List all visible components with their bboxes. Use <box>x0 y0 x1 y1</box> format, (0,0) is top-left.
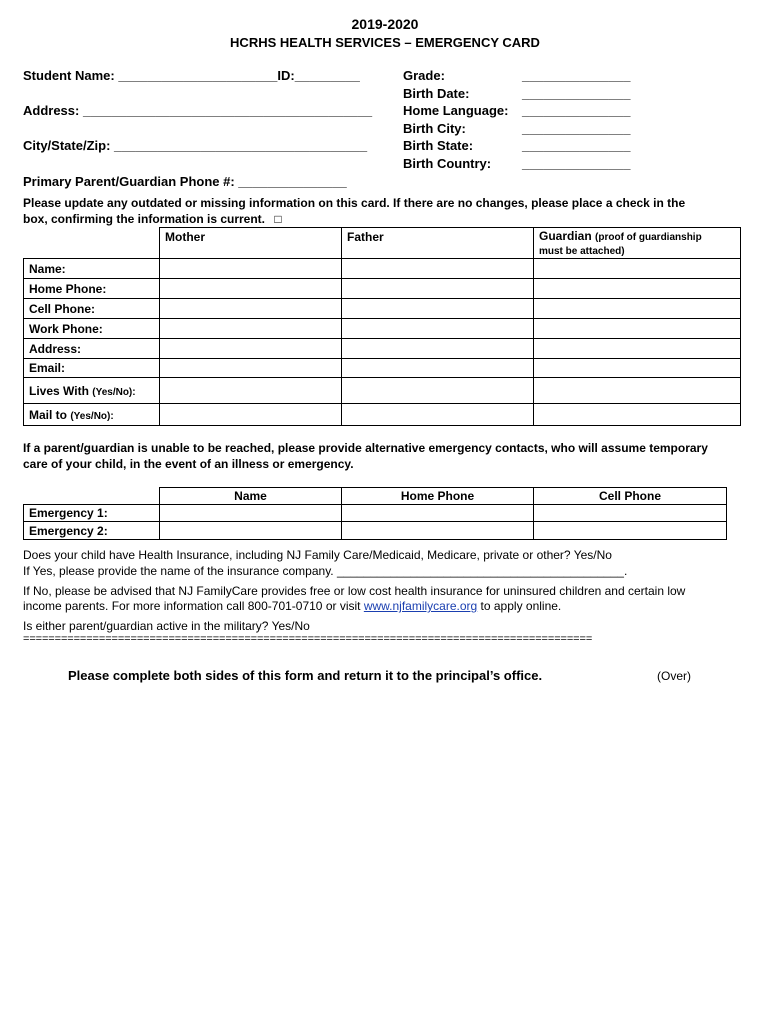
row-label <box>24 378 160 404</box>
mother-work-phone-cell[interactable] <box>160 319 342 339</box>
guardian-note-1: (proof of guardianship <box>595 232 702 243</box>
birth-state-label: Birth State: <box>403 138 474 153</box>
grade-blank[interactable]: _______________ <box>522 68 631 83</box>
form-title: HCRHS HEALTH SERVICES – EMERGENCY CARD <box>230 35 540 50</box>
guardian-work-phone-cell[interactable] <box>534 319 741 339</box>
njfamilycare-info-line1: If No, please be advised that NJ FamilyCare provides free or low cost health insurance for uninsured children and certain low <box>23 584 686 598</box>
emergency1-cell-phone-cell[interactable] <box>534 505 727 522</box>
cell-phone-column-header: Cell Phone <box>534 488 727 505</box>
emergency2-home-phone-cell[interactable] <box>342 522 534 540</box>
guardian-address-cell[interactable] <box>534 339 741 359</box>
father-email-cell[interactable] <box>342 359 534 378</box>
update-notice-text: box, confirming the information is current. <box>23 212 266 226</box>
info-text-post: to apply online. <box>477 599 562 613</box>
home-language-blank[interactable]: _______________ <box>522 103 631 118</box>
address-field[interactable]: Address: ________________________________________ <box>23 103 373 118</box>
table-row <box>24 404 741 426</box>
father-name-cell[interactable] <box>342 259 534 279</box>
father-address-cell[interactable] <box>342 339 534 359</box>
table-row <box>24 279 741 299</box>
father-work-phone-cell[interactable] <box>342 319 534 339</box>
mother-address-cell[interactable] <box>160 339 342 359</box>
guardian-label: Guardian <box>539 229 592 243</box>
mother-cell-phone-cell[interactable] <box>160 299 342 319</box>
birth-date-label: Birth Date: <box>403 86 470 101</box>
home-language-label: Home Language: <box>403 103 509 118</box>
table-row <box>24 359 741 378</box>
row-label: Address: <box>24 339 160 359</box>
lives-with-label: Lives With <box>29 383 89 398</box>
grade-label: Grade: <box>403 68 445 83</box>
mail-to-label: Mail to <box>29 407 67 422</box>
birth-date-blank[interactable]: _______________ <box>522 86 631 101</box>
mother-email-cell[interactable] <box>160 359 342 378</box>
row-label: Emergency 2: <box>24 522 160 540</box>
school-year: 2019-2020 <box>351 16 419 32</box>
guardian-cell-phone-cell[interactable] <box>534 299 741 319</box>
insurance-company-field[interactable]: If Yes, please provide the name of the insurance company. ___________________________________________. <box>23 564 628 578</box>
confirm-checkbox[interactable]: □ <box>274 212 282 226</box>
over-note: (Over) <box>657 669 691 683</box>
separator-line: ========================================================================================== <box>23 633 593 645</box>
birth-country-label: Birth Country: <box>403 156 492 171</box>
emergency1-home-phone-cell[interactable] <box>342 505 534 522</box>
home-phone-column-header: Home Phone <box>342 488 534 505</box>
update-notice-line2 <box>23 212 282 226</box>
guardian-note-2: must be attached) <box>539 246 625 257</box>
row-label: Name: <box>24 259 160 279</box>
blank-header-cell <box>24 228 160 259</box>
alt-contacts-line1: If a parent/guardian is unable to be reached, please provide alternative emergency contacts, who will assume temporary <box>23 441 708 455</box>
guardian-name-cell[interactable] <box>534 259 741 279</box>
emergency-contacts-table <box>23 487 727 540</box>
table-row <box>24 339 741 359</box>
student-name-field[interactable]: Student Name: ______________________ID:_________ <box>23 68 360 83</box>
mother-name-cell[interactable] <box>160 259 342 279</box>
return-instruction: Please complete both sides of this form and return it to the principal’s office. <box>68 668 543 683</box>
name-column-header: Name <box>160 488 342 505</box>
parent-table-header <box>24 228 741 259</box>
birth-city-label: Birth City: <box>403 121 466 136</box>
njfamilycare-link[interactable]: www.njfamilycare.org <box>363 599 478 613</box>
birth-state-blank[interactable]: _______________ <box>522 138 631 153</box>
guardian-column-header <box>534 228 741 259</box>
table-row <box>24 259 741 279</box>
birth-country-blank[interactable]: _______________ <box>522 156 631 171</box>
table-row <box>24 522 727 540</box>
row-label: Cell Phone: <box>24 299 160 319</box>
father-mail-to-cell[interactable] <box>342 404 534 426</box>
birth-city-blank[interactable]: _______________ <box>522 121 631 136</box>
lives-with-suffix: (Yes/No): <box>92 386 136 398</box>
info-text-pre: income parents. For more information call 800-701-0710 or visit <box>23 599 364 613</box>
mother-lives-with-cell[interactable] <box>160 378 342 404</box>
mother-home-phone-cell[interactable] <box>160 279 342 299</box>
table-row <box>24 299 741 319</box>
father-lives-with-cell[interactable] <box>342 378 534 404</box>
mail-to-suffix: (Yes/No): <box>70 410 114 422</box>
emergency2-cell-phone-cell[interactable] <box>534 522 727 540</box>
mother-mail-to-cell[interactable] <box>160 404 342 426</box>
alt-contacts-line2: care of your child, in the event of an illness or emergency. <box>23 457 354 471</box>
father-home-phone-cell[interactable] <box>342 279 534 299</box>
city-state-zip-field[interactable]: City/State/Zip: ___________________________________ <box>23 138 368 153</box>
row-label: Home Phone: <box>24 279 160 299</box>
emergency2-name-cell[interactable] <box>160 522 342 540</box>
update-notice-line1: Please update any outdated or missing information on this card. If there are no changes, please place a check in the <box>23 196 686 210</box>
father-column-header: Father <box>342 228 534 259</box>
military-question: Is either parent/guardian active in the military? Yes/No <box>23 619 310 633</box>
row-label <box>24 404 160 426</box>
insurance-question: Does your child have Health Insurance, including NJ Family Care/Medicaid, Medicare, private or other? Yes/No <box>23 548 612 562</box>
njfamilycare-info-line2 <box>23 599 561 613</box>
primary-phone-field[interactable]: Primary Parent/Guardian Phone #: _______________ <box>23 174 347 189</box>
row-label: Work Phone: <box>24 319 160 339</box>
table-row <box>24 505 727 522</box>
emergency-table-header <box>24 488 727 505</box>
guardian-lives-with-cell[interactable] <box>534 378 741 404</box>
guardian-email-cell[interactable] <box>534 359 741 378</box>
mother-column-header: Mother <box>160 228 342 259</box>
father-cell-phone-cell[interactable] <box>342 299 534 319</box>
table-row <box>24 378 741 404</box>
row-label: Email: <box>24 359 160 378</box>
guardian-home-phone-cell[interactable] <box>534 279 741 299</box>
emergency1-name-cell[interactable] <box>160 505 342 522</box>
blank-header-cell <box>24 488 160 505</box>
guardian-mail-to-cell[interactable] <box>534 404 741 426</box>
row-label: Emergency 1: <box>24 505 160 522</box>
parent-guardian-table <box>23 227 741 426</box>
table-row <box>24 319 741 339</box>
